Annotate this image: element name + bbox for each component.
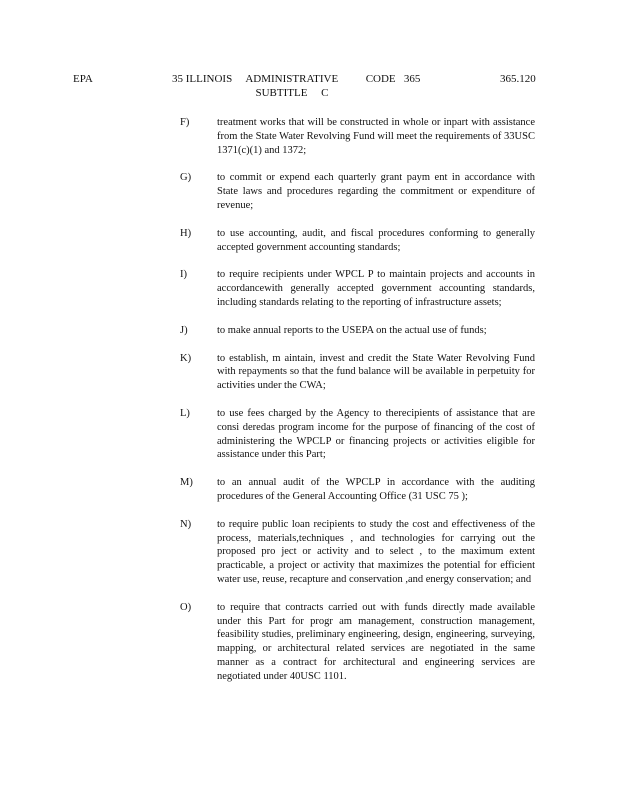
item-text: to require public loan recipients to study the cost and effectiveness of the process, materials,techniques , and technologies for carrying out the proposed pro ject or activity and to select , to the maximum extent practicable, a project or activity that maximizes the potential for efficient water use, reuse, recapture and conservation ,and energy conservation; and [217,518,535,585]
header-title [172,72,421,100]
item-text: to make annual reports to the USEPA on the actual use of funds; [217,324,487,336]
item-label: I) [180,269,187,281]
item-text: to use fees charged by the Agency to therecipients of assistance that are consi deredas program income for the purpose of financing of the cost of administering the WPCLP or financing projects or activities eligible for assistance under this Part; [217,407,535,461]
header-title-line-2: SUBTITLE C [255,87,329,99]
item-label: O) [180,601,192,613]
list-item-l [180,407,540,462]
list-item-m [180,476,540,504]
list-item-k [180,352,540,393]
item-text: to an annual audit of the WPCLP in accordance with the auditing procedures of the General Accounting Office (31 USC 75 ); [217,477,535,502]
header-section-number: 365.120 [500,73,536,85]
list-item-o [180,601,540,684]
item-text: to use accounting, audit, and fiscal procedures conforming to generally accepted government accounting standards; [217,227,535,253]
item-label: K) [180,352,192,364]
item-text: to establish, m aintain, invest and credit the State Water Revolving Fund with repayments so that the fund balance will be available in perpetuity for activities under the CWA; [217,352,535,392]
item-text: treatment works that will be constructed in whole or inpart with assistance from the State Water Revolving Fund will meet the requirements of 33USC 1371(c)(1) and 1372; [217,117,535,156]
header-title-line-1: 35 ILLINOIS ADMINISTRATIVE CODE 365 [172,73,421,85]
item-text: to require recipients under WPCL P to maintain projects and accounts in accordancewith generally accepted government accounting standards, including standards relating to the reporting of infrastructure assets; [217,269,535,308]
item-label: G) [180,172,192,184]
item-label: H) [180,227,192,239]
header-agency: EPA [73,73,93,85]
item-label: N) [180,518,192,530]
list-item-g [180,171,540,212]
list-item-n [180,518,540,587]
list-item-h [180,227,540,255]
item-label: F) [180,117,190,128]
list-item-f [180,116,540,157]
item-text: to commit or expend each quarterly grant paym ent in accordance with State laws and procedures regarding the commitment or expenditure of revenue; [217,172,535,211]
list-item-j [180,324,540,338]
requirements-list [180,116,540,698]
item-text: to require that contracts carried out with funds directly made available under this Part for progr am management, construction management, feasibility studies, preliminary engineering, design, engineering, surveying, mapping, or architectural related services are negotiated in the same manner as a contract for architectural and engineering services are negotiated under 40USC 1101. [217,601,535,682]
item-label: L) [180,407,190,419]
item-label: J) [180,324,188,336]
list-item-i [180,268,540,309]
item-label: M) [180,477,193,489]
